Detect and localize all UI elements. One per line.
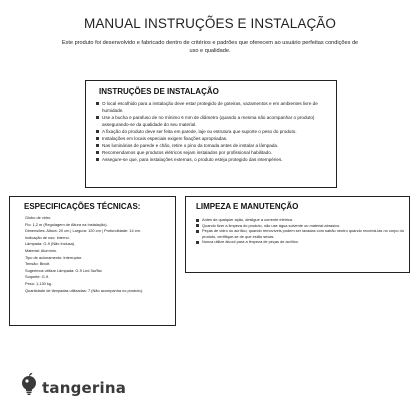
spec-item: Globo de vidro. [25, 215, 52, 220]
spec-item: Quantidade de lâmpadas utilizadas: 7 (Não acompanha no produto). [25, 287, 144, 293]
bullet-icon [96, 137, 99, 140]
installation-item: Recomendamos que produtos elétricos sejam instalados por profissional habilitado. [96, 149, 332, 156]
bullet-icon [196, 224, 199, 227]
bullet-icon [96, 116, 99, 119]
installation-list [96, 100, 332, 163]
bullet-icon [96, 158, 99, 161]
technical-specs-box [9, 196, 176, 326]
bullet-icon [96, 102, 99, 105]
lightbulb-tangerine-icon [18, 372, 40, 396]
installation-instructions-box [85, 80, 337, 188]
spec-item: Material: Alumínio. [25, 247, 58, 253]
brand-logo [18, 372, 126, 396]
spec-item: Sugerimos utilizar Lâmpada: G-9 Led 3w/5w. [25, 267, 103, 273]
spec-item: Peso: 1,130 kg. [25, 280, 53, 286]
installation-item: O local escolhido para a instalação deve estar protegido de goteiras, vazamentos e em ambientes livre de humidade. [96, 100, 332, 114]
page-subtitle: Este produto foi desenvolvido e fabricado dentro de critérios e padrões que oferecem ao usuário perfeitas condições de uso e qualidade. [61, 40, 359, 54]
installation-item: Nas luminárias de parede e chão, retire o pino da tomada antes de instalar a lâmpada. [96, 142, 332, 149]
spec-item: Dimensões: Altura: 20 cm | Largura: 120 cm | Profundidade: 14 cm. [25, 228, 141, 234]
installation-item: Assegure-se que, para instalações externas, o produto esteja protegido das intempéries. [96, 156, 332, 163]
installation-item: A fixação do produto deve ser feita em parede, laje ou estrutura que suporte o peso do produto. [96, 128, 332, 135]
spec-item: Indicação de uso: Interno. [25, 234, 70, 240]
cleaning-list [196, 217, 406, 245]
specs-title: ESPECIFICAÇÕES TÉCNICAS: [24, 202, 141, 211]
spec-item: Tipo de acionamento: Interruptor. [25, 254, 83, 260]
bullet-icon [196, 219, 199, 222]
bullet-icon [196, 230, 199, 233]
spec-item: Lâmpada: G-9 (Não Inclusa). [25, 241, 76, 247]
spec-item: Tensão: Bivolt. [25, 261, 51, 267]
cleaning-title: LIMPEZA E MANUTENÇÃO [196, 202, 299, 211]
installation-item: Use a bucha e parafuso de no mínimo 6 mm de diâmetro (quando a mesma não acompanhar o produto) assegurando-se da qualidade do seu material. [96, 114, 332, 128]
brand-name: tangerina [42, 379, 127, 397]
cleaning-item: Antes de qualquer ação, desligue a corrente elétrica. [196, 217, 406, 223]
cleaning-item: Nunca utilize álcool para a limpeza de peças de acrílico. [196, 239, 406, 245]
bullet-icon [96, 130, 99, 133]
page-title: MANUAL INSTRUÇÕES E INSTALAÇÃO [83, 16, 337, 31]
spec-item: Soquete: G-9. [25, 274, 50, 280]
cleaning-item: Peças de vidro ou acrílico, quando removíveis podem ser lavadas com sabão neutro quando recobrá-las no corpo do produto, certifique-se de que estão secas. [196, 228, 406, 239]
bullet-icon [96, 151, 99, 154]
bullet-icon [96, 144, 99, 147]
installation-item: Instalações em locais especiais exigem fixações apropriadas. [96, 135, 332, 142]
installation-title: INSTRUÇÕES DE INSTALAÇÃO [99, 87, 219, 96]
specs-list [25, 215, 173, 294]
spec-item: Fio: 1,2 m (Regulagem de Altura na Instalação). [25, 221, 108, 227]
cleaning-item: Quando fizer a limpeza do produto, não use água solvente ou material abrasivo. [196, 223, 406, 229]
bullet-icon [196, 241, 199, 244]
cleaning-maintenance-box [185, 196, 410, 273]
